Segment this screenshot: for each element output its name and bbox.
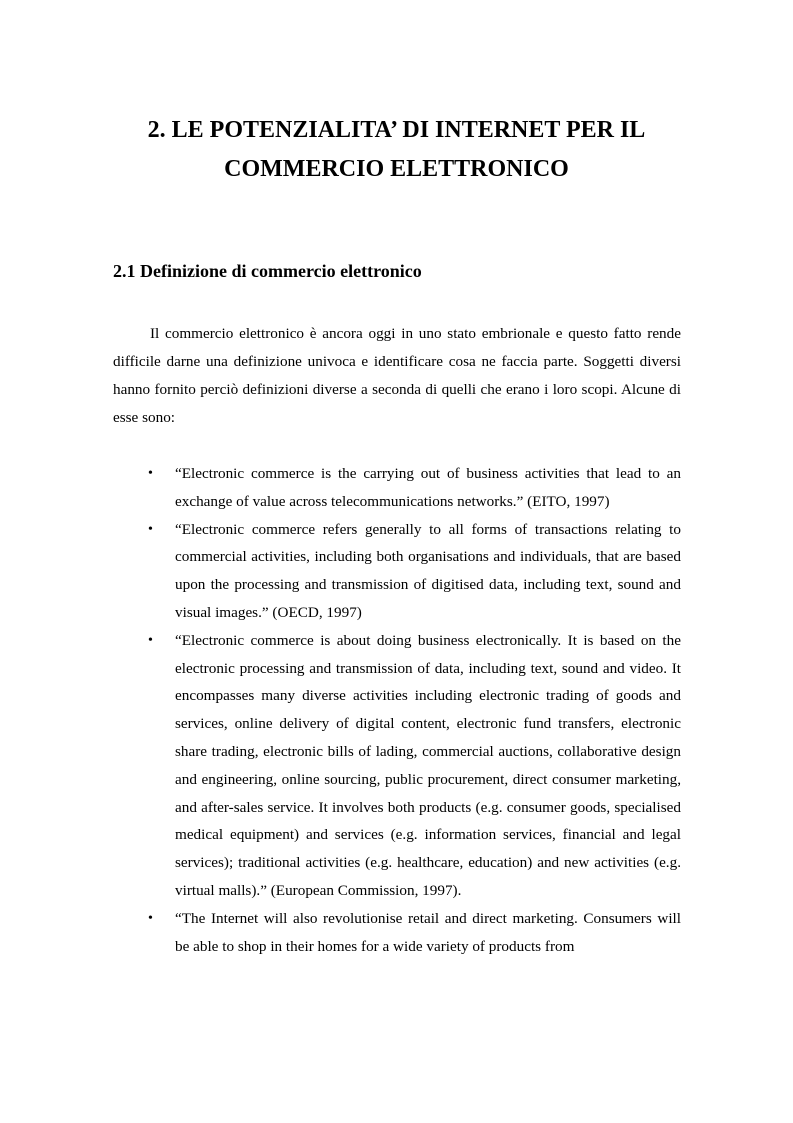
bullet-icon: •	[148, 632, 153, 648]
list-item	[113, 460, 681, 516]
section-heading: 2.1 Definizione di commercio elettronico	[113, 261, 422, 281]
bullet-icon: •	[148, 910, 153, 926]
quote-text: “Electronic commerce refers generally to all forms of transactions relating to commercial activities, including both organisations and individuals, that are based upon the processing and transmission of digitised data, including text, sound and visual images.” (OECD, 1997)	[175, 520, 681, 621]
definitions-list	[113, 460, 681, 960]
intro-paragraph: Il commercio elettronico è ancora oggi in uno stato embrionale e questo fatto rende difficile darne una definizione univoca e identificare cosa ne faccia parte. Soggetti diversi hanno fornito perciò definizioni diverse a seconda di quelli che erano i loro scopi. Alcune di esse sono:	[113, 325, 681, 426]
chapter-title-line-2: COMMERCIO ELETTRONICO	[224, 156, 569, 182]
quote-text: “Electronic commerce is the carrying out of business activities that lead to an exchange of value across telecommunications networks.” (EITO, 1997)	[175, 465, 681, 510]
list-item	[113, 516, 681, 627]
bullet-icon: •	[148, 521, 153, 537]
quote-text: “The Internet will also revolutionise retail and direct marketing. Consumers will be able to shop in their homes for a wide variety of products from	[175, 909, 681, 955]
list-item	[113, 627, 681, 905]
quote-text: “Electronic commerce is about doing business electronically. It is based on the electronic processing and transmission of data, including text, sound and video. It encompasses many diverse activities including electronic trading of goods and services, online delivery of digital content, electronic fund transfers, electronic share trading, electronic bills of lading, commercial auctions, collaborative design and engineering, online sourcing, public procurement, direct consumer marketing, and after-sales service. It involves both products (e.g. consumer goods, specialised medical equipment) and services (e.g. information services, financial and legal services); traditional activities (e.g. healthcare, education) and new activities (e.g. virtual malls).” (European Commission, 1997).	[175, 631, 681, 899]
chapter-title-line-1: 2. LE POTENZIALITA’ DI INTERNET PER IL	[147, 117, 646, 143]
bullet-icon: •	[148, 466, 153, 481]
list-item	[113, 905, 681, 961]
